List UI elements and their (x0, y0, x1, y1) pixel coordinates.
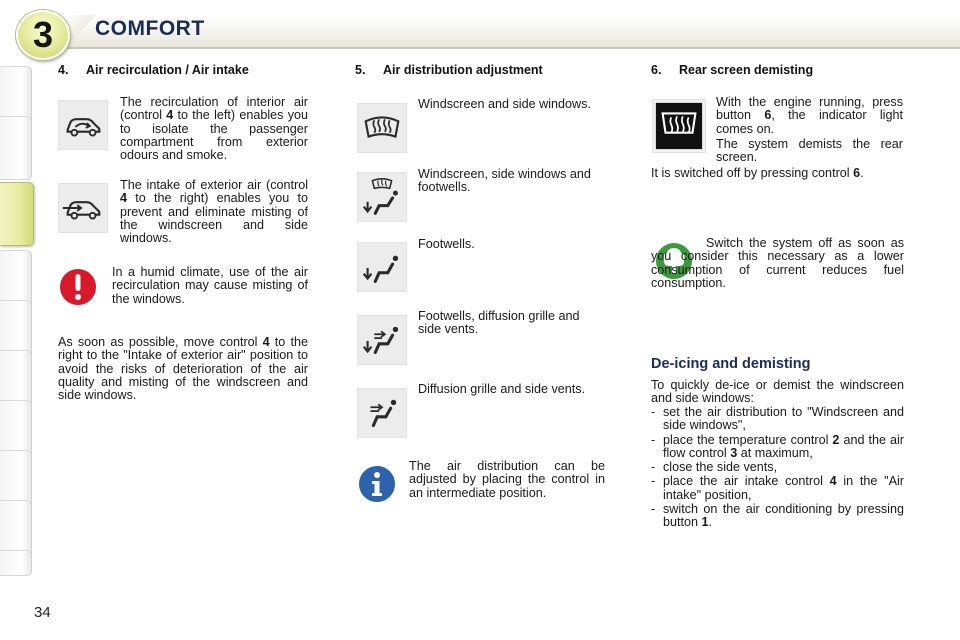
eco-text: Switch the system off as soon as you consider this necessary as a lower consumption of current reduces fuel consumption. (651, 236, 904, 290)
rear-screen-demists-text: The system demists the rear screen. (716, 137, 903, 165)
windscreen-demist-icon (358, 104, 406, 152)
page-number: 34 (34, 604, 51, 621)
distribution-icon-frame-1 (357, 103, 407, 153)
vents-icon (358, 389, 406, 437)
info-text: The air distribution can be adjusted by placing the control in an intermediate position. (409, 459, 605, 500)
advice-text: As soon as possible, move control 4 to the right to the "Intake of exterior air" position to avoid the risks of deterioration of the air quality and misting of the windscreen and side windows. (58, 335, 308, 403)
distribution-label-2: Windscreen, side windows and footwells. (418, 167, 591, 195)
list-item: - switch on the air conditioning by pressing button 1. (651, 502, 904, 530)
header-rule (30, 47, 960, 49)
air-recirculation-icon (59, 101, 107, 149)
distribution-label-5: Diffusion grille and side vents. (418, 382, 586, 396)
rear-screen-text: With the engine running, press button 6, the indicator light comes on. (716, 95, 903, 136)
distribution-icon-frame-5 (357, 388, 407, 438)
distribution-icon-frame-2 (357, 172, 407, 222)
air-intake-icon (59, 184, 107, 232)
distribution-icon-frame-4 (357, 315, 407, 365)
heading-rear-screen: 6. Rear screen demisting (651, 63, 814, 77)
chapter-tab-2[interactable] (0, 116, 32, 180)
warning-icon-frame (57, 266, 99, 308)
list-item: - place the temperature control 2 and the air flow control 3 at maximum, (651, 432, 905, 460)
distribution-icon-frame-3 (357, 242, 407, 292)
chapter-tab-3[interactable] (0, 182, 34, 246)
distribution-label-3: Footwells. (418, 237, 475, 251)
footwell-vents-icon (358, 316, 406, 364)
windscreen-footwell-icon (358, 173, 406, 221)
warning-text: In a humid climate, use of the air recirculation may cause misting of the windows. (112, 265, 308, 306)
warning-icon (57, 266, 99, 308)
list-item: - place the air intake control 4 in the "Air intake" position, (651, 474, 904, 502)
list-item: - close the side vents, (651, 460, 778, 475)
chapter-badge: 3 (16, 10, 70, 60)
air-intake-text: The intake of exterior air (control 4 to the right) enables you to prevent and eliminate misting of the windscreen and side windows. (120, 178, 308, 246)
list-item: - set the air distribution to "Windscreen and side windows", (651, 405, 904, 433)
distribution-label-4: Footwells, diffusion grille and side vents. (418, 309, 580, 337)
footwell-icon (358, 243, 406, 291)
distribution-label-1: Windscreen and side windows. (418, 97, 591, 111)
deicing-steps (651, 406, 904, 531)
deicing-heading: De-icing and demisting (651, 356, 811, 372)
rear-demist-icon-frame (652, 99, 706, 153)
info-icon-frame (356, 463, 398, 505)
heading-air-distribution: 5. Air distribution adjustment (355, 63, 543, 77)
recirculation-icon-frame (58, 100, 108, 150)
deicing-intro: To quickly de-ice or demist the windscreen and side windows: (651, 378, 904, 406)
rear-screen-off-text: It is switched off by pressing control 6. (651, 166, 864, 180)
air-intake-icon-frame (58, 183, 108, 233)
section-title: COMFORT (95, 17, 205, 40)
heading-air-recirculation: 4. Air recirculation / Air intake (58, 63, 249, 77)
recirculation-text: The recirculation of interior air (control 4 to the left) enables you to isolate the passenger compartment from exterior odours and smoke. (120, 95, 309, 163)
info-icon (356, 463, 398, 505)
chapter-tab-10[interactable] (0, 550, 32, 576)
rear-screen-demist-icon (653, 100, 705, 152)
